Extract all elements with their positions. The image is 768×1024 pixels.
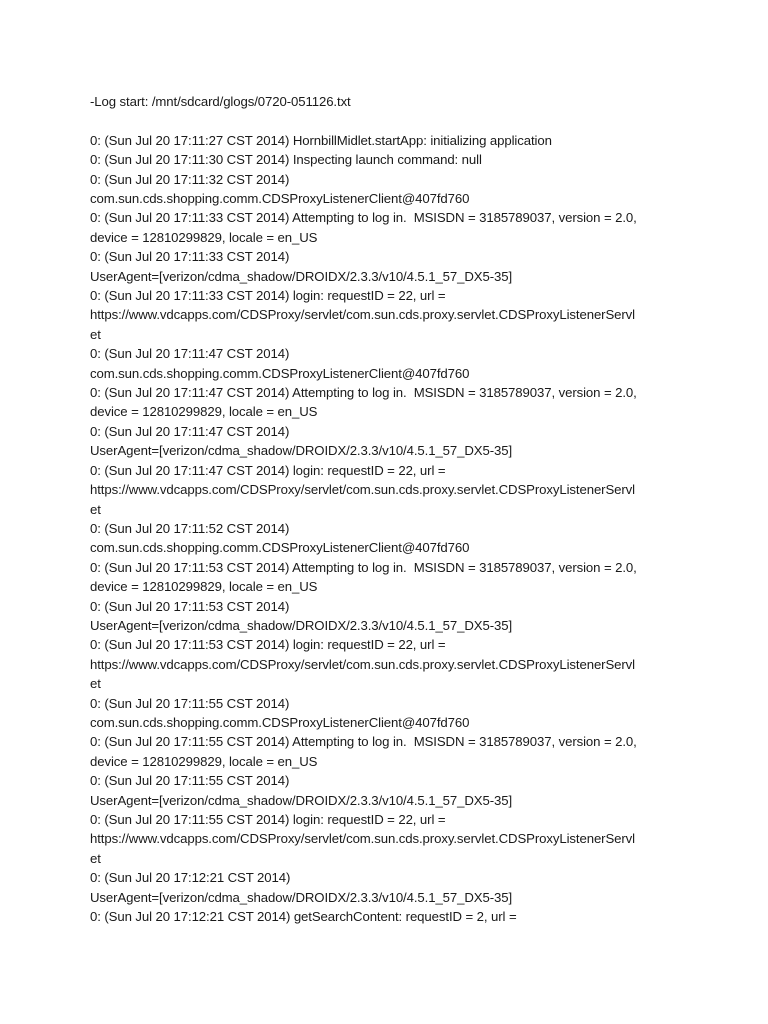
log-line: https://www.vdcapps.com/CDSProxy/servlet/com.sun.cds.proxy.servlet.CDSProxyListenerServl	[90, 482, 636, 498]
log-line: UserAgent=[verizon/cdma_shadow/DROIDX/2.3.3/v10/4.5.1_57_DX5-35]	[90, 889, 513, 905]
log-line: com.sun.cds.shopping.comm.CDSProxyListenerClient@407fd760	[90, 191, 470, 207]
log-line: et	[90, 501, 101, 517]
log-line: device = 12810299829, locale = en_US	[90, 404, 318, 420]
log-line: device = 12810299829, locale = en_US	[90, 579, 318, 595]
log-line: 0: (Sun Jul 20 17:11:47 CST 2014) Attempting to log in. MSISDN = 3185789037, version = 2.0,	[90, 385, 637, 401]
log-line: et	[90, 676, 101, 692]
log-line: 0: (Sun Jul 20 17:11:52 CST 2014)	[90, 520, 290, 536]
log-line: 0: (Sun Jul 20 17:11:53 CST 2014) login: requestID = 22, url =	[90, 637, 446, 653]
blank-line	[90, 111, 690, 130]
log-line: https://www.vdcapps.com/CDSProxy/servlet/com.sun.cds.proxy.servlet.CDSProxyListenerServl	[90, 307, 636, 323]
log-line: 0: (Sun Jul 20 17:11:33 CST 2014) Attempting to log in. MSISDN = 3185789037, version = 2.0,	[90, 210, 637, 226]
log-line: 0: (Sun Jul 20 17:11:33 CST 2014) login: requestID = 22, url =	[90, 288, 446, 304]
log-line: 0: (Sun Jul 20 17:11:47 CST 2014)	[90, 346, 290, 362]
log-line: 0: (Sun Jul 20 17:11:55 CST 2014)	[90, 695, 290, 711]
log-line: 0: (Sun Jul 20 17:11:27 CST 2014) HornbillMidlet.startApp: initializing application	[90, 132, 552, 148]
log-line: 0: (Sun Jul 20 17:11:53 CST 2014)	[90, 598, 290, 614]
log-line: 0: (Sun Jul 20 17:11:47 CST 2014)	[90, 423, 290, 439]
log-line: 0: (Sun Jul 20 17:11:47 CST 2014) login: requestID = 22, url =	[90, 462, 446, 478]
log-line: 0: (Sun Jul 20 17:12:21 CST 2014)	[90, 870, 291, 886]
log-line: 0: (Sun Jul 20 17:11:32 CST 2014)	[90, 171, 290, 187]
log-line: com.sun.cds.shopping.comm.CDSProxyListenerClient@407fd760	[90, 714, 470, 730]
log-line: device = 12810299829, locale = en_US	[90, 753, 318, 769]
log-line: com.sun.cds.shopping.comm.CDSProxyListenerClient@407fd760	[90, 365, 470, 381]
log-line: com.sun.cds.shopping.comm.CDSProxyListenerClient@407fd760	[90, 540, 470, 556]
log-line: UserAgent=[verizon/cdma_shadow/DROIDX/2.3.3/v10/4.5.1_57_DX5-35]	[90, 268, 513, 284]
log-text-body	[90, 92, 690, 926]
log-line: et	[90, 850, 101, 866]
log-line: 0: (Sun Jul 20 17:12:21 CST 2014) getSearchContent: requestID = 2, url =	[90, 909, 517, 925]
log-line: https://www.vdcapps.com/CDSProxy/servlet/com.sun.cds.proxy.servlet.CDSProxyListenerServl	[90, 656, 636, 672]
log-line: 0: (Sun Jul 20 17:11:53 CST 2014) Attempting to log in. MSISDN = 3185789037, version = 2.0,	[90, 559, 637, 575]
log-line: https://www.vdcapps.com/CDSProxy/servlet/com.sun.cds.proxy.servlet.CDSProxyListenerServl	[90, 831, 636, 847]
log-line: 0: (Sun Jul 20 17:11:55 CST 2014)	[90, 773, 290, 789]
log-line: 0: (Sun Jul 20 17:11:30 CST 2014) Inspecting launch command: null	[90, 152, 482, 168]
log-header: -Log start: /mnt/sdcard/glogs/0720-051126.txt	[90, 94, 351, 109]
log-line: 0: (Sun Jul 20 17:11:55 CST 2014) login: requestID = 22, url =	[90, 812, 446, 828]
log-line: UserAgent=[verizon/cdma_shadow/DROIDX/2.3.3/v10/4.5.1_57_DX5-35]	[90, 792, 513, 808]
log-lines	[90, 131, 690, 927]
log-line: 0: (Sun Jul 20 17:11:55 CST 2014) Attempting to log in. MSISDN = 3185789037, version = 2.0,	[90, 734, 637, 750]
log-line: 0: (Sun Jul 20 17:11:33 CST 2014)	[90, 249, 290, 265]
log-line: et	[90, 326, 101, 342]
log-line: device = 12810299829, locale = en_US	[90, 229, 318, 245]
log-line: UserAgent=[verizon/cdma_shadow/DROIDX/2.3.3/v10/4.5.1_57_DX5-35]	[90, 617, 513, 633]
log-line: UserAgent=[verizon/cdma_shadow/DROIDX/2.3.3/v10/4.5.1_57_DX5-35]	[90, 443, 513, 459]
